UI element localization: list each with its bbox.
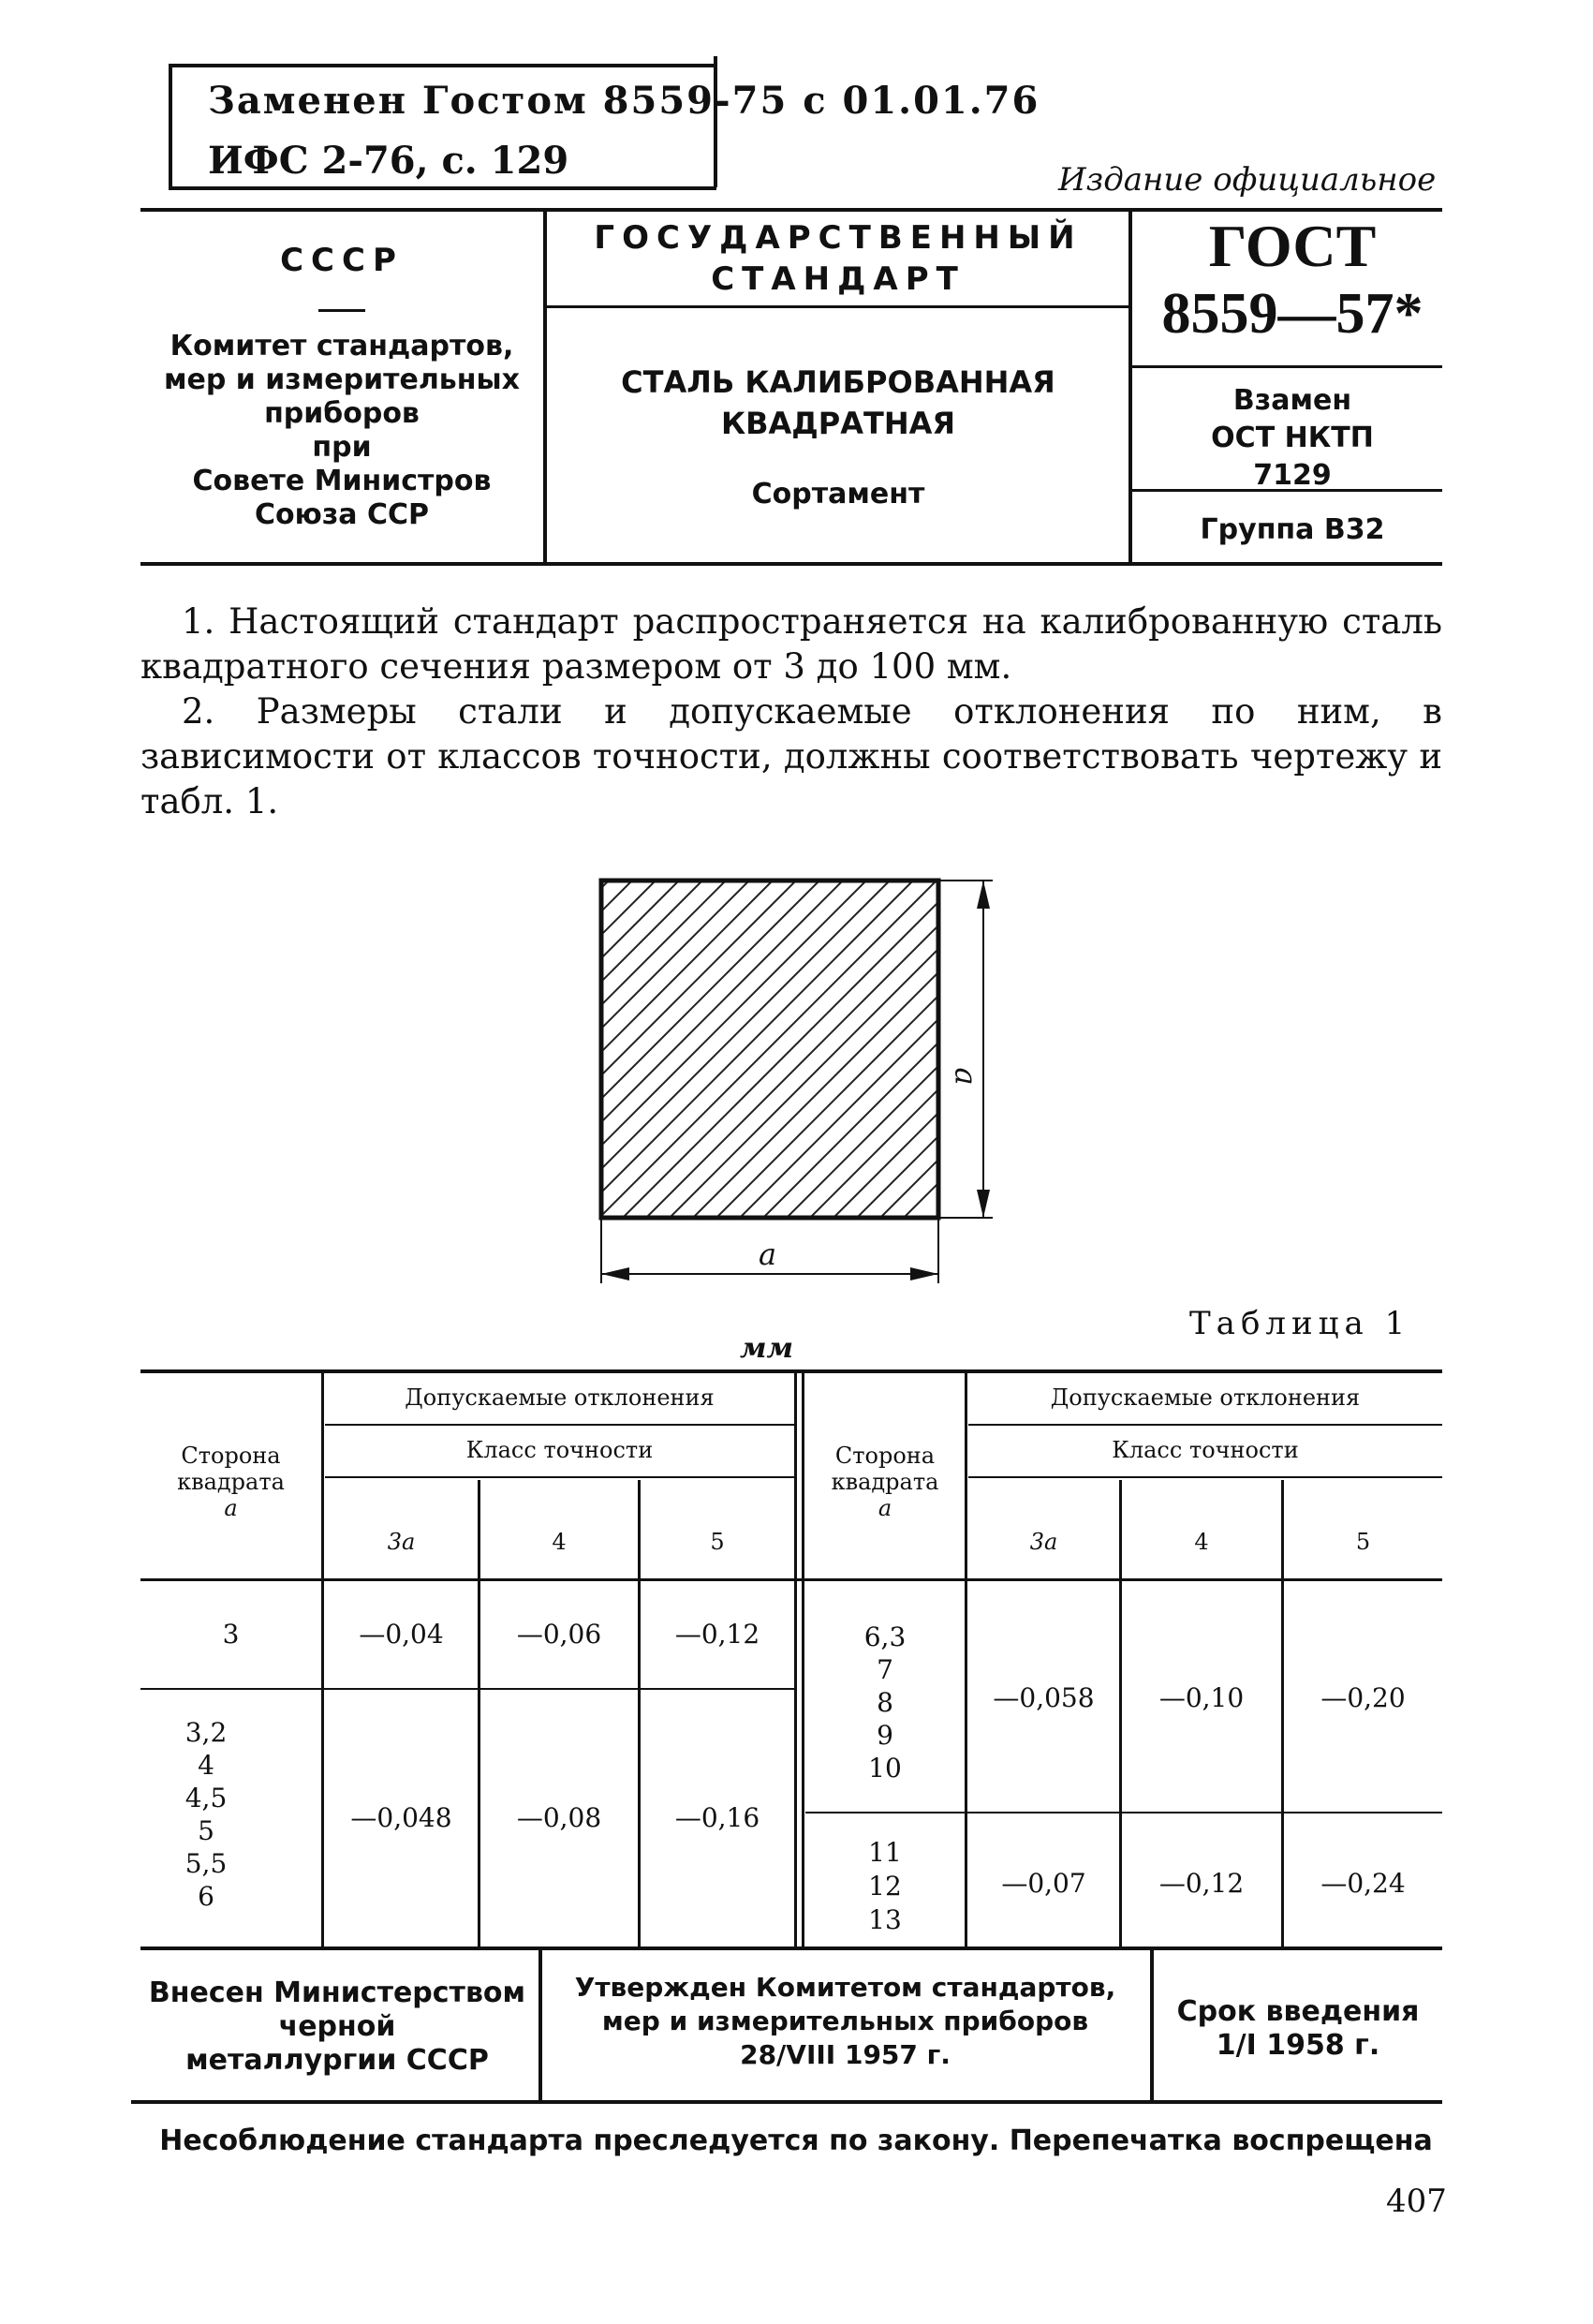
table-cell-value: —0,20 bbox=[1320, 1682, 1406, 1713]
size-value: 5,5 bbox=[184, 1848, 228, 1879]
header-line: квадрата bbox=[177, 1469, 285, 1495]
table-cell-size-list bbox=[805, 1621, 965, 1784]
table-top-rule bbox=[140, 1369, 1442, 1373]
size-value: 11 bbox=[868, 1837, 902, 1868]
effective-date bbox=[1154, 1995, 1442, 2063]
committee-line: мер и измерительных bbox=[164, 363, 520, 396]
committee-line: при bbox=[312, 431, 372, 464]
table-cell-size-list bbox=[805, 1836, 965, 1937]
state-standard-label bbox=[553, 217, 1124, 300]
table-hline bbox=[325, 1476, 794, 1478]
replaces-standard bbox=[1138, 382, 1447, 495]
committee-line: Союза ССР bbox=[255, 498, 429, 531]
table-caption: Таблица 1 bbox=[1189, 1305, 1411, 1342]
approved-by bbox=[543, 1971, 1147, 2072]
table-cell-value: —0,10 bbox=[1158, 1682, 1245, 1713]
table-vline bbox=[794, 1373, 797, 1947]
size-value: 6,3 bbox=[863, 1621, 907, 1652]
table-cell-value: —0,12 bbox=[1158, 1868, 1245, 1899]
size-value: 4,5 bbox=[184, 1783, 228, 1813]
table-cell-size: 3 bbox=[222, 1619, 240, 1650]
size-value: 10 bbox=[868, 1753, 902, 1784]
size-value: 5 bbox=[198, 1815, 214, 1846]
table-hline bbox=[968, 1424, 1442, 1426]
hatching bbox=[581, 881, 1011, 1218]
table-vline bbox=[965, 1373, 967, 1947]
footer-line: черной bbox=[278, 2010, 396, 2043]
footer-line: металлургии СССР bbox=[185, 2044, 489, 2077]
edition-note: Издание официальное bbox=[1058, 161, 1437, 199]
document-subtitle: Сортамент bbox=[751, 478, 925, 511]
title-line: КВАДРАТНАЯ bbox=[720, 406, 956, 441]
committee-line: Комитет стандартов, bbox=[170, 330, 514, 363]
state-standard-line: ГОСУДАРСТВЕННЫЙ bbox=[594, 219, 1083, 257]
column-header-class-3a: 3а bbox=[1029, 1529, 1058, 1555]
cross-section-drawing bbox=[581, 866, 1011, 1297]
column-header-class-4: 4 bbox=[552, 1529, 567, 1555]
column-header-class: Класс точности bbox=[465, 1437, 654, 1463]
stamp-line-2: ИФС 2-76, с. 129 bbox=[208, 139, 569, 183]
header-divider-2 bbox=[1128, 208, 1132, 564]
title-line: СТАЛЬ КАЛИБРОВАННАЯ bbox=[621, 364, 1055, 400]
replace-line: ОСТ НКТП bbox=[1211, 422, 1374, 454]
size-value: 4 bbox=[198, 1750, 214, 1781]
column-header-deviations: Допускаемые отклонения bbox=[1050, 1384, 1361, 1411]
footer-line: мер и измерительных приборов bbox=[601, 2006, 1089, 2036]
footer-line: 1/I 1958 г. bbox=[1216, 2029, 1380, 2062]
table-cell-value: —0,08 bbox=[516, 1802, 602, 1833]
table-row-rule bbox=[140, 1688, 794, 1690]
column-header-side bbox=[805, 1443, 965, 1521]
paragraph-2: 2. Размеры стали и допускаемые отклонения по ним, в зависимости от классов точности, должны соответствовать чертежу и табл. 1. bbox=[140, 691, 1442, 822]
table-unit: мм bbox=[740, 1332, 794, 1365]
table-cell-value: —0,07 bbox=[1001, 1868, 1086, 1899]
header-line: Сторона bbox=[834, 1443, 936, 1469]
table-cell-value: —0,058 bbox=[993, 1682, 1095, 1713]
table-vline bbox=[321, 1373, 324, 1947]
column-header-deviations: Допускаемые отклонения bbox=[405, 1384, 715, 1411]
table-cell-value: —0,048 bbox=[350, 1802, 452, 1833]
table-cell-size-list bbox=[140, 1716, 272, 1913]
footer-bottom-rule bbox=[131, 2100, 1442, 2104]
footer-divider-1 bbox=[538, 1950, 542, 2102]
committee-name bbox=[140, 330, 543, 532]
header-bottom-rule bbox=[140, 562, 1442, 566]
ussr-label: СССР bbox=[280, 242, 404, 279]
dimension-label-bottom: a bbox=[759, 1236, 777, 1272]
table-vline bbox=[802, 1373, 804, 1947]
replace-line: Взамен bbox=[1232, 384, 1352, 417]
legal-notice: Несоблюдение стандарта преследуется по закону. Перепечатка воспрещена bbox=[159, 2124, 1433, 2157]
dimension-label-side: a bbox=[948, 1067, 984, 1086]
size-value: 3,2 bbox=[184, 1717, 228, 1748]
table-header-rule bbox=[140, 1578, 1442, 1581]
dash bbox=[318, 309, 365, 312]
table-cell-value: —0,04 bbox=[359, 1619, 444, 1650]
size-value: 12 bbox=[868, 1871, 902, 1902]
column-header-class-5: 5 bbox=[710, 1529, 725, 1555]
footer-line: Срок введения bbox=[1176, 1995, 1420, 2028]
table-hline bbox=[325, 1424, 794, 1426]
gost-number: 8559—57* bbox=[1161, 282, 1423, 346]
table-cell-value: —0,06 bbox=[516, 1619, 602, 1650]
gost-rule bbox=[1132, 365, 1442, 368]
committee-line: приборов bbox=[264, 397, 420, 430]
page-number: 407 bbox=[1386, 2183, 1447, 2220]
header-line: a bbox=[878, 1495, 892, 1521]
header-line: a bbox=[224, 1495, 238, 1521]
table-cell-value: —0,12 bbox=[674, 1619, 760, 1650]
table-bottom-rule bbox=[140, 1947, 1442, 1950]
column-header-class-5: 5 bbox=[1355, 1529, 1371, 1555]
introduced-by bbox=[140, 1976, 534, 2078]
gost-label: ГОСТ bbox=[1208, 213, 1377, 279]
header-line: Сторона bbox=[181, 1443, 281, 1469]
column-header-class-3a: 3а bbox=[387, 1529, 416, 1555]
size-value: 6 bbox=[198, 1881, 214, 1912]
size-value: 9 bbox=[877, 1720, 893, 1751]
stamp-line-1: Заменен Гостом 8559-75 с 01.01.76 bbox=[208, 79, 1040, 123]
column-header-class-4: 4 bbox=[1194, 1529, 1209, 1555]
header-divider-1 bbox=[543, 208, 547, 564]
state-standard-line: СТАНДАРТ bbox=[711, 260, 966, 298]
size-value: 7 bbox=[877, 1654, 893, 1685]
table-row-rule bbox=[805, 1812, 1442, 1813]
size-value: 13 bbox=[868, 1904, 902, 1935]
column-header-class: Класс точности bbox=[1112, 1437, 1299, 1463]
replace-line: 7129 bbox=[1253, 459, 1332, 492]
committee-line: Совете Министров bbox=[192, 465, 492, 497]
header-line: квадрата bbox=[831, 1469, 939, 1495]
footer-line: Утвержден Комитетом стандартов, bbox=[574, 1972, 1116, 2003]
footer-line: Внесен Министерством bbox=[148, 1976, 526, 2009]
footer-line: 28/VIII 1957 г. bbox=[740, 2039, 951, 2070]
column-header-side bbox=[140, 1443, 321, 1521]
group-code: Группа В32 bbox=[1200, 513, 1385, 546]
table-cell-value: —0,16 bbox=[674, 1802, 760, 1833]
table-hline bbox=[968, 1476, 1442, 1478]
paragraph-1: 1. Настоящий стандарт распространяется на калиброванную сталь квадратного сечения размером от 3 до 100 мм. bbox=[140, 601, 1442, 687]
document-title bbox=[553, 362, 1124, 444]
size-value: 8 bbox=[877, 1687, 893, 1718]
header-mid-rule bbox=[547, 305, 1128, 308]
table-cell-value: —0,24 bbox=[1320, 1868, 1406, 1899]
